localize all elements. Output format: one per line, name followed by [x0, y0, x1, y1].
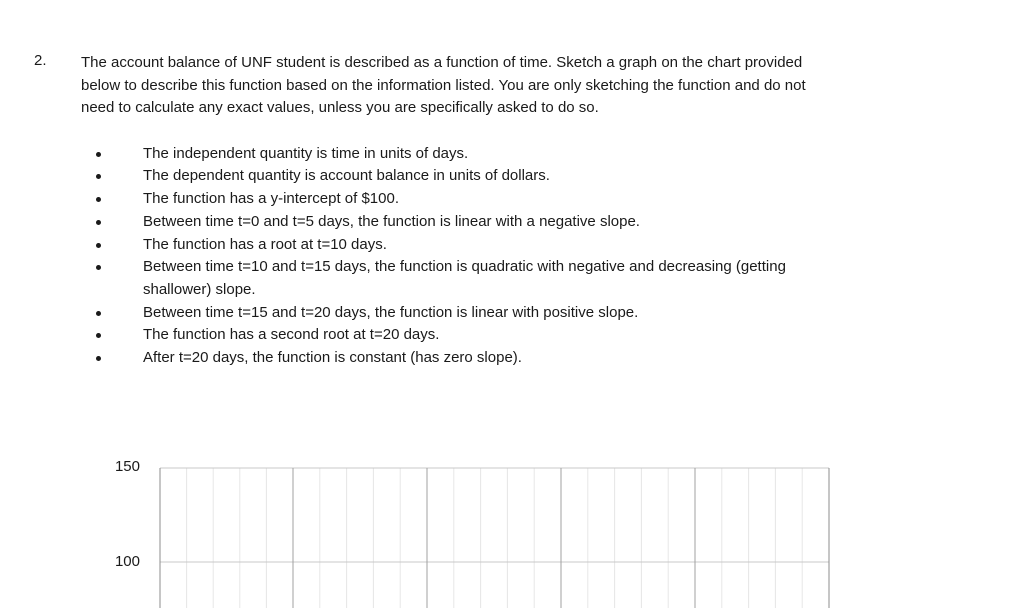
- question-number: 2.: [34, 52, 47, 69]
- criteria-line: Between time t=0 and t=5 days, the function is linear with a negative slope.: [143, 213, 640, 230]
- criteria-line: The dependent quantity is account balance in units of dollars.: [143, 167, 550, 184]
- y-tick-label-100: 100: [114, 553, 140, 570]
- y-tick-label-150: 150: [114, 458, 140, 475]
- criteria-line: After t=20 days, the function is constant (has zero slope).: [143, 349, 522, 366]
- intro-line: The account balance of UNF student is described as a function of time. Sketch a graph on the chart provided: [81, 54, 803, 71]
- criteria-line: shallower) slope.: [143, 280, 256, 298]
- intro-line: need to calculate any exact values, unless you are specifically asked to do so.: [81, 99, 599, 116]
- criteria-line: The function has a root at t=10 days.: [143, 236, 387, 253]
- criteria-line: The function has a y-intercept of $100.: [143, 190, 399, 207]
- criteria-line: Between time t=10 and t=15 days, the function is quadratic with negative and decreasing (getting: [143, 258, 786, 275]
- criteria-line: The function has a second root at t=20 days.: [143, 326, 440, 343]
- criteria-line: The independent quantity is time in units of days.: [143, 145, 469, 162]
- intro-line: below to describe this function based on the information listed. You are only sketching the function and do not: [81, 76, 806, 94]
- criteria-line: Between time t=15 and t=20 days, the function is linear with positive slope.: [143, 304, 639, 321]
